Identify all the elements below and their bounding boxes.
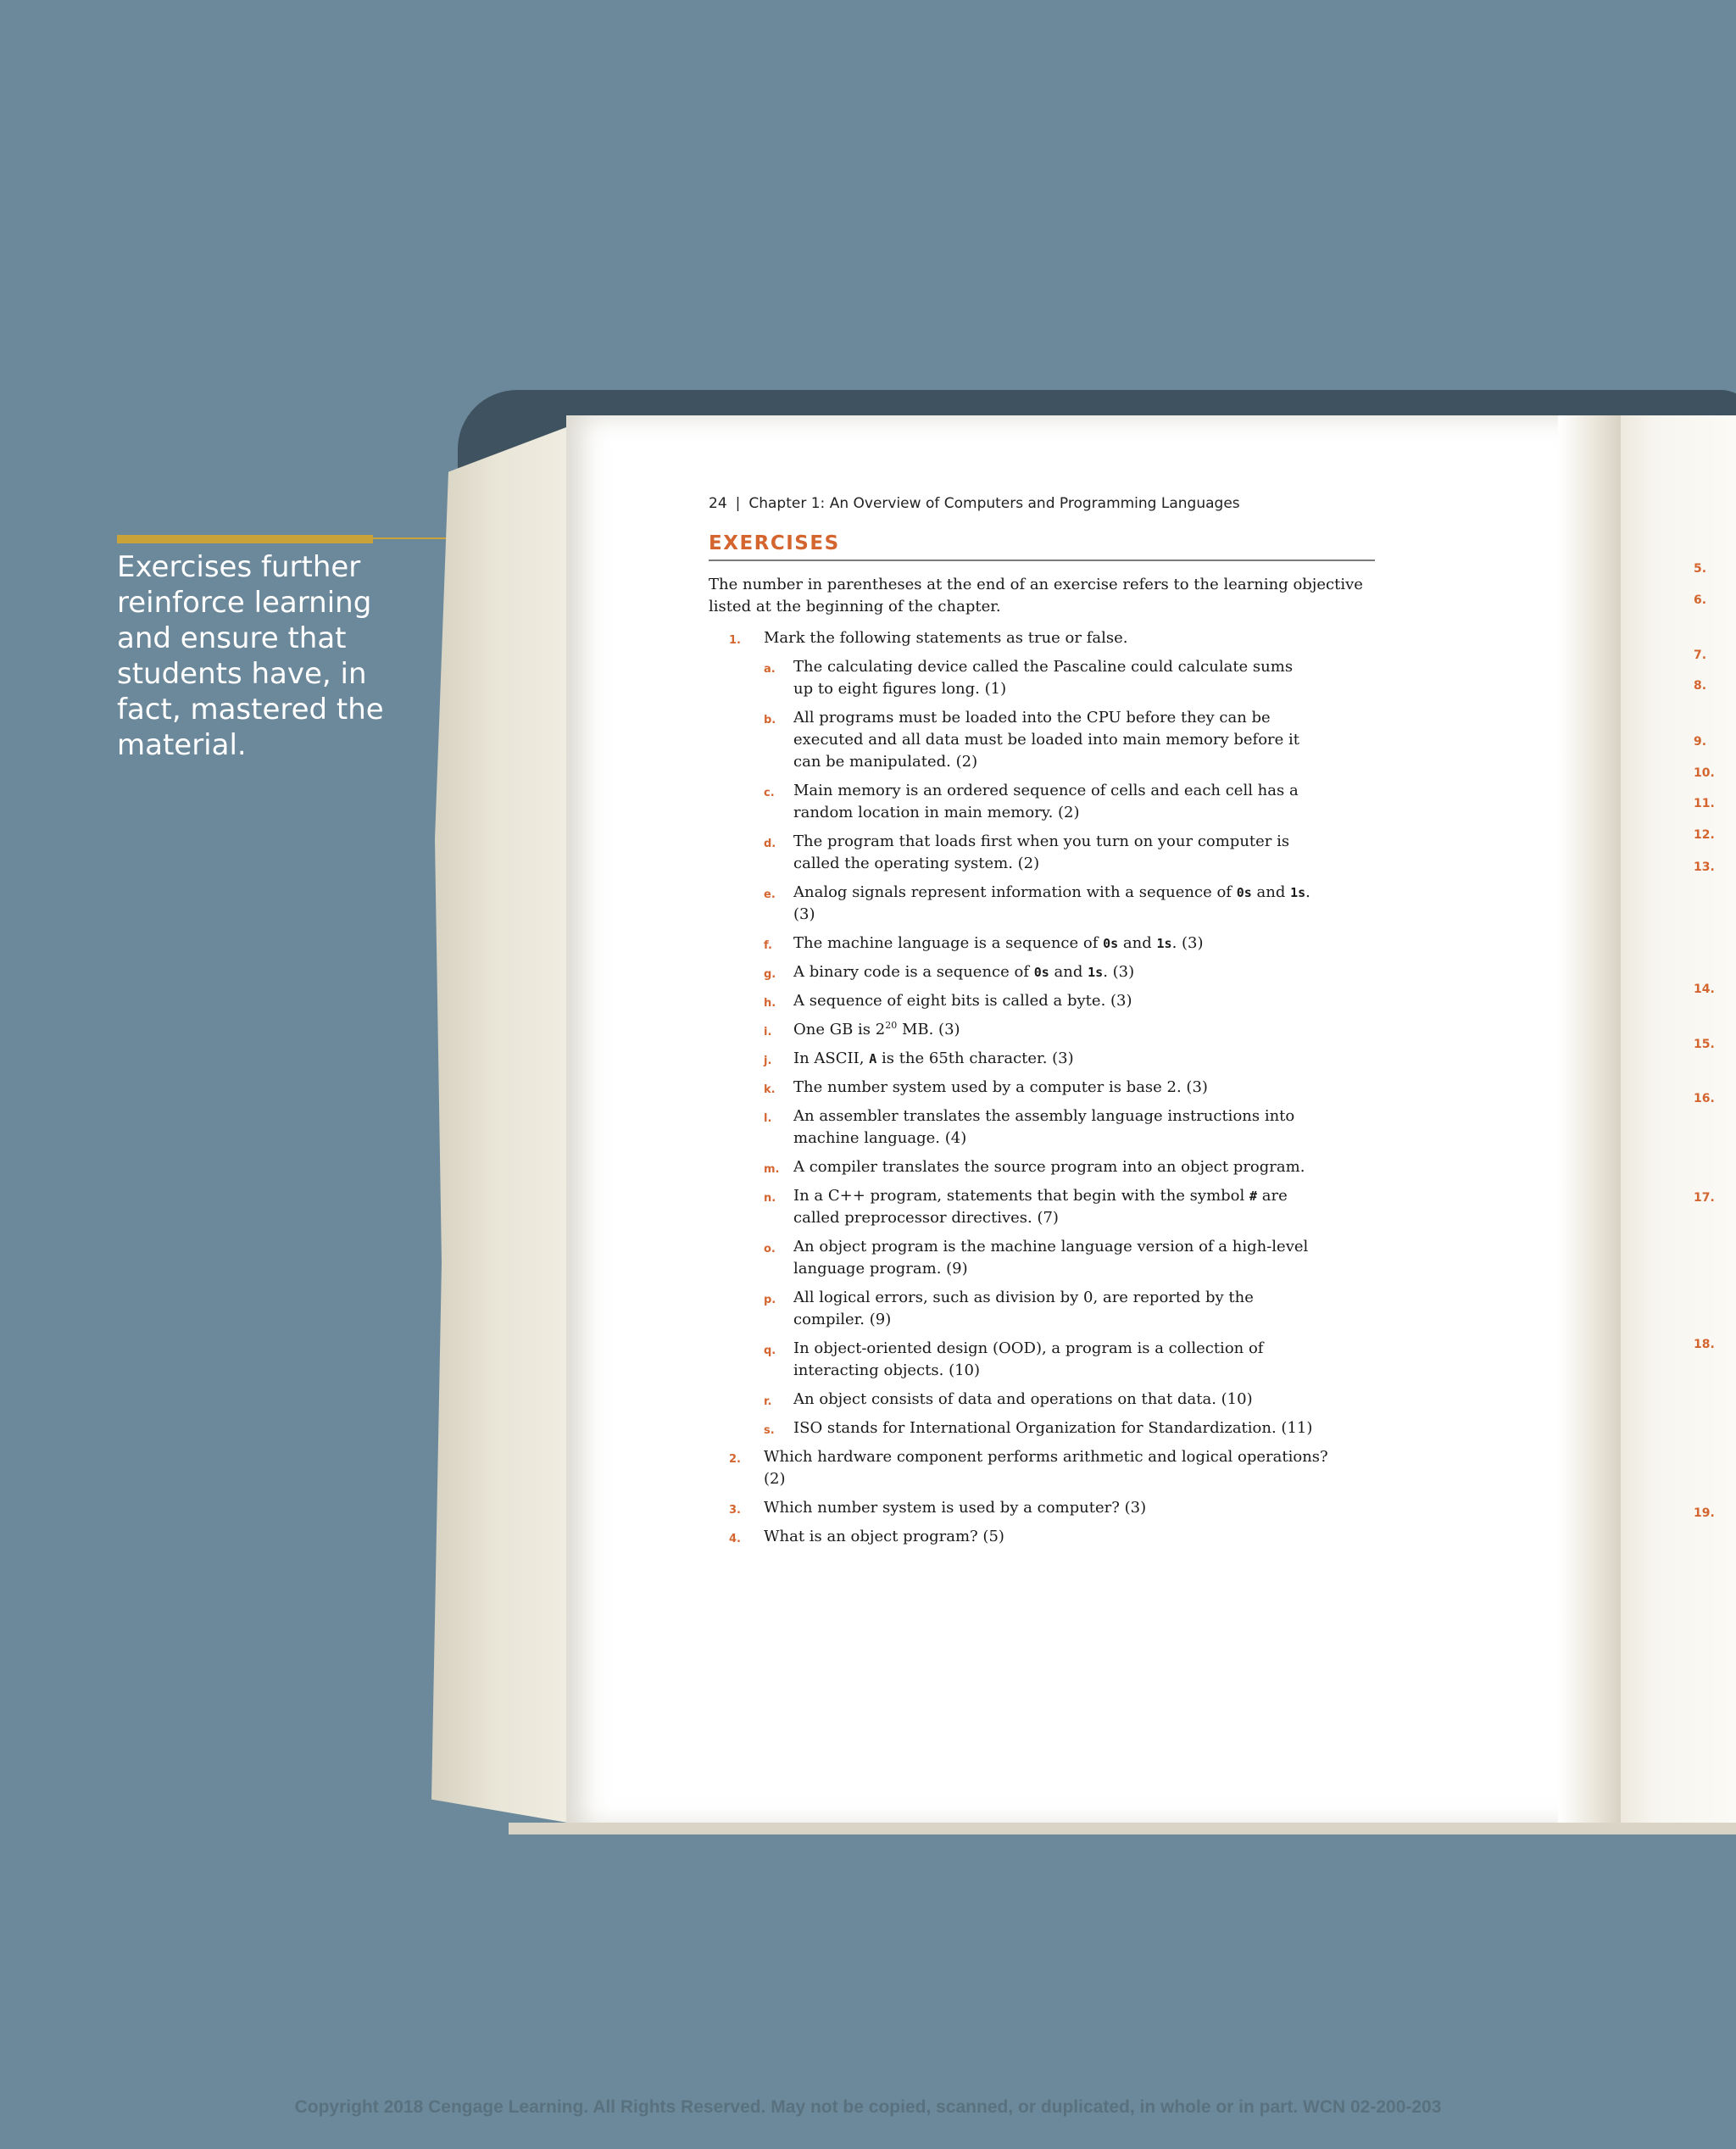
sub-text: All programs must be loaded into the CPU before they can be executed and all data must be loaded into main memory before it can be manipulated. (2): [793, 709, 1300, 771]
exercise-number: 2.: [729, 1453, 741, 1466]
sub-text: Main memory is an ordered sequence of cells and each cell has a random location in main memory. (2): [793, 782, 1299, 821]
exercise-number: 3.: [729, 1504, 741, 1517]
book-bottom-edge: [509, 1823, 1736, 1834]
book-gutter: [1558, 415, 1621, 1828]
code-symbol: #: [1249, 1189, 1258, 1204]
sub-letter: d.: [764, 838, 776, 850]
sub-letter: l.: [764, 1112, 772, 1125]
sub-text: An object program is the machine language version of a high-level language program. (9): [793, 1238, 1309, 1278]
sub-item-d: [764, 831, 1315, 875]
callout-rule: [117, 535, 373, 543]
exercise-number: 4.: [729, 1533, 741, 1545]
sub-item-q: [764, 1338, 1315, 1382]
sub-item-r: [764, 1389, 1315, 1411]
sub-item-e: [764, 882, 1315, 926]
code-char: A: [869, 1051, 877, 1066]
sub-item-g: [764, 961, 1315, 983]
code-zeros: 0s: [1236, 885, 1252, 900]
sub-letter: h.: [764, 997, 776, 1010]
sub-letter: e.: [764, 888, 776, 901]
sub-item-i: [764, 1019, 1315, 1041]
sub-text: ISO stands for International Organization for Standardization. (11): [793, 1419, 1313, 1437]
exercise-list: [709, 627, 1387, 1555]
sub-text: An object consists of data and operations on that data. (10): [793, 1390, 1253, 1408]
sub-item-b: [764, 707, 1315, 773]
section-heading: EXERCISES: [709, 532, 840, 554]
right-page-number: 13.: [1694, 860, 1715, 874]
sub-item-n: [764, 1185, 1315, 1229]
right-page-number: 17.: [1694, 1191, 1715, 1205]
sub-text-mid: and: [1122, 934, 1152, 952]
sub-text: An assembler translates the assembly language instructions into machine language. (4): [793, 1107, 1295, 1147]
exercise-text: Mark the following statements as true or false.: [764, 629, 1128, 647]
sub-exercise-list: [764, 656, 1340, 1439]
exercise-number: 1.: [729, 634, 741, 647]
sub-letter: o.: [764, 1243, 776, 1255]
exercise-item: [709, 1446, 1340, 1490]
book-right-page: [1621, 415, 1736, 1828]
sub-text: A sequence of eight bits is called a byte. (3): [793, 992, 1132, 1010]
exercise-text: Which number system is used by a computer? (3): [764, 1499, 1147, 1517]
sub-letter: m.: [764, 1163, 780, 1176]
right-page-number: 15.: [1694, 1038, 1715, 1051]
exercise-item: [709, 1526, 1340, 1548]
sub-item-p: [764, 1287, 1315, 1331]
callout-text: Exercises further reinforce learning and ensure that students have, in fact, mastered the material.: [117, 550, 384, 762]
sub-item-a: [764, 656, 1315, 700]
heading-rule: [709, 560, 1375, 561]
sub-letter: p.: [764, 1294, 776, 1306]
right-page-number: 9.: [1694, 735, 1707, 749]
sub-letter: q.: [764, 1345, 776, 1357]
sub-text: In object-oriented design (OOD), a program is a collection of interacting objects. (10): [793, 1339, 1264, 1379]
sub-letter: j.: [764, 1055, 772, 1067]
sub-letter: s.: [764, 1424, 775, 1437]
right-page-number: 14.: [1694, 983, 1715, 996]
sub-text-post: are called preprocessor directives. (7): [793, 1187, 1288, 1227]
exercise-text: What is an object program? (5): [764, 1528, 1004, 1545]
exponent: 20: [885, 1020, 898, 1031]
sub-text-pre: In ASCII,: [793, 1049, 865, 1067]
chapter-label: Chapter 1:: [748, 495, 826, 512]
sub-item-o: [764, 1236, 1315, 1280]
sub-text: The program that loads first when you turn on your computer is called the operating system. (2): [793, 832, 1290, 872]
sub-item-j: [764, 1048, 1315, 1070]
sub-item-m: [764, 1156, 1315, 1178]
sub-text-pre: One GB is 2: [793, 1021, 886, 1038]
sub-text: The calculating device called the Pascaline could calculate sums up to eight figures long. (1): [793, 658, 1294, 698]
sub-text-mid: and: [1054, 963, 1083, 981]
sub-letter: c.: [764, 787, 775, 799]
page-number: 24: [709, 495, 727, 512]
right-page-number: 16.: [1694, 1092, 1715, 1105]
sub-text-post: is the 65th character. (3): [881, 1049, 1074, 1067]
sub-letter: n.: [764, 1192, 776, 1205]
running-head: [709, 495, 1240, 512]
right-page-number: 11.: [1694, 797, 1715, 810]
right-page-number: 6.: [1694, 593, 1707, 607]
right-page-number: 5.: [1694, 562, 1707, 576]
sub-item-s: [764, 1417, 1315, 1439]
sub-text: A compiler translates the source program into an object program.: [793, 1158, 1305, 1176]
sub-letter: i.: [764, 1026, 772, 1038]
sub-text-post: . (3): [1171, 934, 1204, 952]
right-page-number: 8.: [1694, 679, 1707, 693]
copyright-notice: Copyright 2018 Cengage Learning. All Rights Reserved. May not be copied, scanned, or duplicated, in whole or in part. WCN 02-200-203: [294, 2097, 1442, 2117]
right-page-number: 18.: [1694, 1338, 1715, 1351]
sub-letter: f.: [764, 939, 772, 952]
right-page-number: 7.: [1694, 649, 1707, 662]
running-head-separator: |: [735, 495, 741, 512]
exercise-item: [709, 1497, 1340, 1519]
sub-text-post: . (3): [793, 883, 1310, 923]
sub-text-pre: The machine language is a sequence of: [793, 934, 1099, 952]
sub-letter: g.: [764, 968, 776, 981]
sub-text-pre: A binary code is a sequence of: [793, 963, 1030, 981]
sub-text-pre: Analog signals represent information with a sequence of: [793, 883, 1232, 901]
right-page-number: 10.: [1694, 766, 1715, 780]
code-zeros: 0s: [1033, 965, 1049, 980]
sub-item-c: [764, 780, 1315, 824]
chapter-title: An Overview of Computers and Programming Languages: [829, 495, 1240, 512]
code-zeros: 0s: [1103, 936, 1119, 951]
sub-letter: b.: [764, 714, 776, 727]
sub-text-pre: In a C++ program, statements that begin with the symbol: [793, 1187, 1245, 1205]
sub-letter: k.: [764, 1083, 776, 1096]
intro-paragraph: The number in parentheses at the end of an exercise refers to the learning objective listed at the beginning of the chapter.: [709, 576, 1363, 615]
code-ones: 1s: [1156, 936, 1172, 951]
sub-text: The number system used by a computer is base 2. (3): [793, 1078, 1208, 1096]
right-page-number: 19.: [1694, 1506, 1715, 1520]
sub-item-l: [764, 1105, 1315, 1150]
sub-item-h: [764, 990, 1315, 1012]
sub-letter: r.: [764, 1395, 772, 1408]
code-ones: 1s: [1290, 885, 1306, 900]
sub-text-post: MB. (3): [897, 1021, 960, 1038]
sub-item-k: [764, 1077, 1315, 1099]
right-page-number: 12.: [1694, 828, 1715, 842]
sub-letter: a.: [764, 663, 776, 676]
sub-text: All logical errors, such as division by 0, are reported by the compiler. (9): [793, 1289, 1254, 1328]
sub-text-post: . (3): [1103, 963, 1135, 981]
code-ones: 1s: [1088, 965, 1104, 980]
exercise-item: [709, 627, 1340, 1439]
sub-text-mid: and: [1256, 883, 1286, 901]
exercise-text: Which hardware component performs arithmetic and logical operations? (2): [764, 1448, 1328, 1488]
sub-item-f: [764, 933, 1315, 955]
